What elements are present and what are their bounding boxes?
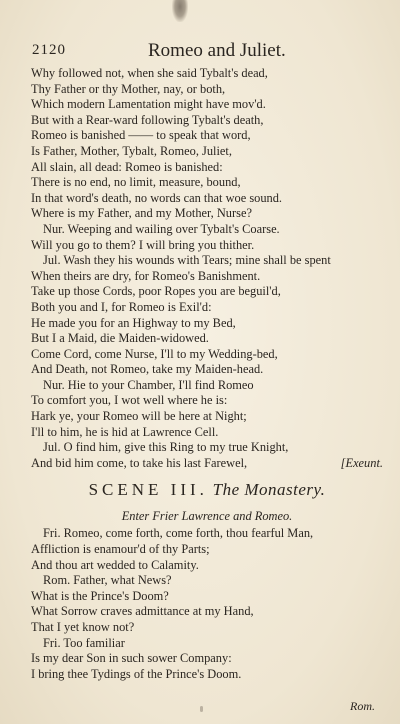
text-line: Hark ye, your Romeo will be here at Night; [31, 409, 247, 424]
text-line: Jul. Wash they his wounds with Tears; mine shall be spent [43, 253, 331, 268]
running-title: Romeo and Juliet. [148, 40, 286, 61]
text-line: Jul. O find him, give this Ring to my true Knight, [43, 440, 289, 455]
text-line: Rom. Father, what News? [43, 573, 172, 588]
exeunt-direction: [Exeunt. [340, 455, 383, 470]
page-number: 2120 [32, 42, 66, 58]
text-line: Both you and I, for Romeo is Exil'd: [31, 299, 212, 314]
text-line: Fri. Romeo, come forth, come forth, thou fearful Man, [43, 526, 314, 541]
text-line: Will you go to them? I will bring you thither. [31, 237, 255, 252]
play-text [31, 66, 383, 682]
text-line: I bring thee Tydings of the Prince's Doom. [31, 666, 242, 681]
page-header [32, 40, 372, 64]
text-line: Take up those Cords, poor Ropes you are beguil'd, [31, 284, 281, 299]
page-ornament [172, 0, 188, 22]
scene-heading [31, 471, 383, 507]
text-line: But I a Maid, die Maiden-widowed. [31, 331, 209, 346]
stage-direction-text: Enter Frier Lawrence and Romeo. [121, 509, 293, 524]
text-line: That I yet know not? [31, 620, 135, 634]
paper-speck [200, 706, 203, 712]
text-line: Which modern Lamentation might have mov'd. [31, 97, 266, 112]
scene-number: SCENE III. [88, 480, 208, 500]
text-line: And thou art wedded to Calamity. [31, 557, 199, 572]
text-line-content: And bid him come, to take his last Farewel, [31, 455, 248, 470]
scene-place: The Monastery. [212, 480, 326, 500]
catchword: Rom. [350, 699, 375, 713]
text-line: To comfort you, I wot well where he is: [31, 393, 228, 408]
text-line: And Death, not Romeo, take my Maiden-head. [31, 362, 264, 377]
text-line: What is the Prince's Doom? [31, 588, 169, 603]
text-line: There is no end, no limit, measure, bound, [31, 175, 241, 190]
text-line: Affliction is enamour'd of thy Parts; [31, 542, 210, 557]
text-line: He made you for an Highway to my Bed, [31, 315, 236, 330]
text-line: All slain, all dead: Romeo is banished: [31, 159, 223, 174]
text-line: Why followed not, when she said Tybalt's dead, [31, 66, 268, 80]
stage-direction [31, 507, 383, 526]
text-line: Romeo is banished —— to speak that word, [31, 128, 251, 143]
text-line: What Sorrow craves admittance at my Hand, [31, 604, 254, 619]
text-line: Is my dear Son in such sower Company: [31, 651, 232, 666]
text-line: Nur. Hie to your Chamber, I'll find Romeo [43, 377, 254, 392]
text-line: Where is my Father, and my Mother, Nurse? [31, 206, 252, 221]
text-line: In that word's death, no words can that woe sound. [31, 190, 283, 205]
text-line: Thy Father or thy Mother, nay, or both, [31, 81, 226, 96]
text-line: Nur. Weeping and wailing over Tybalt's Coarse. [43, 221, 280, 236]
text-line: Is Father, Mother, Tybalt, Romeo, Juliet, [31, 143, 232, 158]
text-line [31, 456, 383, 472]
text-line: When theirs are dry, for Romeo's Banishment. [31, 268, 261, 283]
text-line: Fri. Too familiar [43, 635, 125, 650]
text-line: But with a Rear-ward following Tybalt's death, [31, 112, 264, 127]
text-line: Come Cord, come Nurse, I'll to my Wedding-bed, [31, 346, 278, 361]
text-line: I'll to him, he is hid at Lawrence Cell. [31, 424, 219, 439]
